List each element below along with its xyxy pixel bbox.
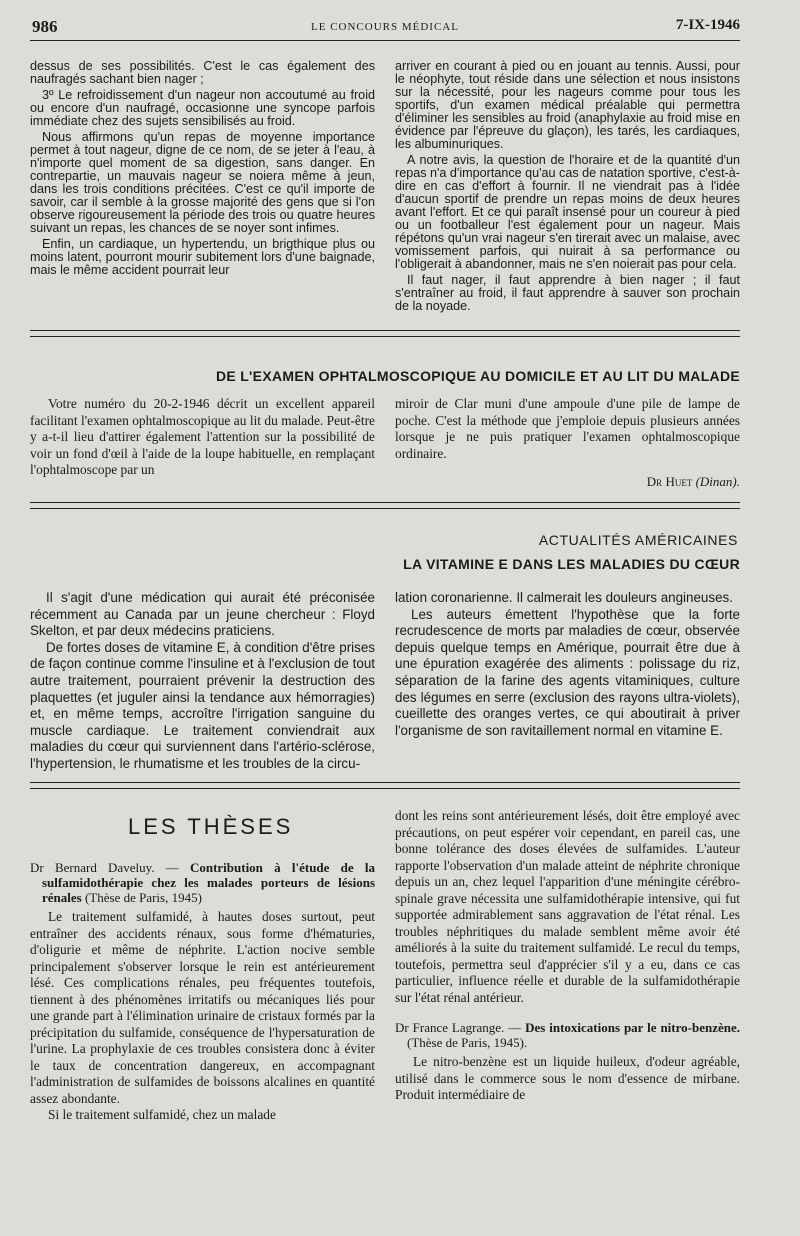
section-divider: [30, 782, 740, 789]
thesis-title: Contribution à l'étude de la sulfamidothérapie chez les malades porteurs de lésions rénales: [42, 860, 375, 905]
paragraph: Il faut nager, il faut apprendre à bien nager ; il faut s'entraîner au froid, il faut apprendre à sauver son prochain de la noyade.: [395, 273, 740, 313]
thesis-body: [30, 909, 375, 1124]
paragraph: dessus de ses possibilités. C'est le cas également des naufragés sachant bien nager ;: [30, 59, 375, 86]
thesis-body: [395, 1054, 740, 1104]
ophtalmo-title: DE L'EXAMEN OPHTALMOSCOPIQUE AU DOMICILE ET AU LIT DU MALADE: [215, 368, 740, 384]
paragraph: A notre avis, la question de l'horaire et de la quantité d'un repas n'a d'importance qu'au cas de natation sportive, c'est-à-dire en cas d'effort à fournir. Il ne viendrait pas à l'idée d'aucun sportif de prendre un repas moins de deux heures avant l'effort. Et ce qui paraît insensé pour un coureur à pied ou un footballeur l'est également pour un nageur. Mais répétons qu'un vrai nageur s'en tirerait avec un malaise, avec vomissement parfois, qui nuirait à sa performance ou l'obligerait à abandonner, mais ne s'en noierait pas pour cela.: [395, 153, 740, 271]
ophtalmo-left-column: [30, 396, 375, 479]
paragraph: Nous affirmons qu'un repas de moyenne importance permet à tout nageur, digne de ce nom, de se jeter à l'eau, à n'importe quel moment de sa digestion, sans danger. En contrepartie, un mauvais nageur se noiera même à jeun, dans les trois conditions précitées. C'est ce qu'il importe de savoir, car il semble à la grosse majorité des gens que si l'on observe rigoureusement la période des trois ou quatre heures suivant un repas, les chances de se noyer sont infimes.: [30, 130, 375, 235]
thesis-body: [395, 808, 740, 1006]
thesis-heading: [395, 1020, 740, 1050]
vitamine-title: LA VITAMINE E DANS LES MALADIES DU CŒUR: [403, 556, 740, 572]
paragraph: De fortes doses de vitamine E, à condition d'être prises de façon continue comme l'insuline et à l'exclusion de tout autre traitement, pourraient prévenir la destruction des plaquettes (et juguler ainsi la tendance aux hémorragies) et, en même temps, accroître l'irrigation sanguine du muscle cardiaque. Le traitement conviendrait aux maladies du cœur qui surviennent dans l'artério-sclérose, l'hypertension, le rhumatisme et les troubles de la circu-: [30, 639, 375, 771]
top-left-column: [30, 60, 375, 280]
vitamine-left-column: [30, 590, 375, 773]
paragraph: miroir de Clar muni d'une ampoule d'une pile de lampe de poche. C'est la méthode que j'emploie depuis plusieurs années lorsque je ne puis pratiquer l'examen ophtalmoscopique ordinaire.: [395, 396, 740, 461]
paragraph: arriver en courant à pied ou en jouant au tennis. Aussi, pour le néophyte, tout réside dans une sélection et nous insistons sur la nécessité, pour les nageurs comme pour tous les sportifs, d'un examen médical préalable qui permettra d'éliminer les sensibles au froid (anaphylaxie au froid mise en évidence par l'épreuve du glaçon), les tarés, les cardiaques, les albuminuriques.: [395, 59, 740, 151]
paragraph: Enfin, un cardiaque, un hypertendu, un brigthique plus ou moins latent, pourront mourir subitement lors d'une baignade, mais le même accident pourrait leur: [30, 237, 375, 277]
section-divider: [30, 330, 740, 337]
paragraph: Les auteurs émettent l'hypothèse que la forte recrudescence de morts par maladies de cœur, observée depuis quelque temps en Amérique, pourrait être due à une épuration exagérée des aliments : polissage du riz, séparation de la farine des agents vitaminiques, culture des légumes en serre (exclusion des rayons ultra-violets), cueillette des oranges vertes, ce qui aboutirait à priver l'organisme de son ravitaillement normal en vitamine E.: [395, 606, 740, 738]
thesis-ref: (Thèse de Paris, 1945): [84, 890, 202, 905]
vitamine-kicker: ACTUALITÉS AMÉRICAINES: [538, 532, 738, 548]
paragraph: Il s'agit d'une médication qui aurait été préconisée récemment au Canada par un jeune chercheur : Floyd Skelton, et par deux médecins praticiens.: [30, 590, 375, 639]
paragraph: dont les reins sont antérieurement lésés, doit être employé avec précautions, on peut espérer voir cependant, en pareil cas, une bonne tolérance des doses élevées de sulfamides. L'auteur rapporte l'observation d'un malade atteint de néphrite chronique depuis un an, chez lequel l'apparition d'une méningite cérébro-spinale grave nécessita une sulfamidothérapie intensive, qui fut supportée admirablement sans aggravation de l'état rénal. Les troubles néphritiques du malade semblent même avoir été améliorés à la suite du traitement sulfamidé. Le recul du temps, toutefois, permettra seul d'apprécier s'il y a eu, dans ce cas particulier, influence réelle et durable de la sulfamidothérapie sur l'état rénal antérieur.: [395, 808, 740, 1005]
thesis-author: Dr Bernard Daveluy. —: [30, 860, 179, 875]
thesis-author: Dr France Lagrange. —: [395, 1020, 522, 1035]
vitamine-right-column: [395, 590, 740, 739]
theses-left-column: [30, 860, 375, 1124]
paragraph: Le nitro-benzène est un liquide huileux, d'odeur agréable, utilisé dans le commerce sous le nom d'essence de mirbane. Produit intermédiaire de: [395, 1054, 740, 1102]
thesis-ref: (Thèse de Paris, 1945).: [407, 1035, 528, 1050]
paragraph: Si le traitement sulfamidé, chez un malade: [48, 1107, 276, 1122]
top-right-column: [395, 60, 740, 316]
paragraph: 3º Le refroidissement d'un nageur non accoutumé au froid ou encore d'un naufragé, occasionne une syncope parfois immédiate chez des sujets sensibilisés au froid.: [30, 88, 375, 128]
journal-title: LE CONCOURS MÉDICAL: [311, 21, 459, 33]
ophtalmo-right-column: [395, 396, 740, 491]
ophtalmo-signature: [395, 474, 740, 491]
paragraph: Votre numéro du 20-2-1946 décrit un excellent appareil facilitant l'examen ophtalmoscopique au lit du malade. Peut-être y a-t-il lieu d'attirer également l'attention sur la possibilité de voir un fond d'œil à l'aide de la loupe habituelle, en remplaçant l'ophtalmoscope par un: [30, 396, 375, 477]
page-number: 986: [32, 17, 58, 36]
paragraph: lation coronarienne. Il calmerait les douleurs angineuses.: [395, 590, 733, 605]
page-header: [30, 14, 740, 41]
theses-right-column: [395, 808, 740, 1104]
thesis-heading: [30, 860, 375, 905]
paragraph: Le traitement sulfamidé, à hautes doses surtout, peut entraîner des accidents rénaux, sous forme d'hématuries, d'oligurie et même de néphrite. L'action nocive semble principalement s'observer lorsque le rein est antérieurement lésé. Ces complications rénales, peu fréquentes toutefois, tiennent à des phénomènes irritatifs ou mécaniques liés pour une grande part à l'élimination urinaire de cristaux formés par la précipitation du sulfamide, conséquence de l'hypersaturation de l'urine. La prophylaxie de ces troubles consistera donc à éviter le taux de concentration dangereux, en accompagnant l'administration de sulfamides de boissons alcalines en quantité assez abondante.: [30, 909, 375, 1106]
author-place: (Dinan).: [695, 474, 740, 489]
issue-date: 7-IX-1946: [675, 17, 740, 33]
theses-section-title: LES THÈSES: [128, 814, 294, 839]
author-name: Dr Huet: [646, 474, 693, 489]
thesis-title: Des intoxications par le nitro-benzène.: [525, 1020, 740, 1035]
section-divider: [30, 502, 740, 509]
